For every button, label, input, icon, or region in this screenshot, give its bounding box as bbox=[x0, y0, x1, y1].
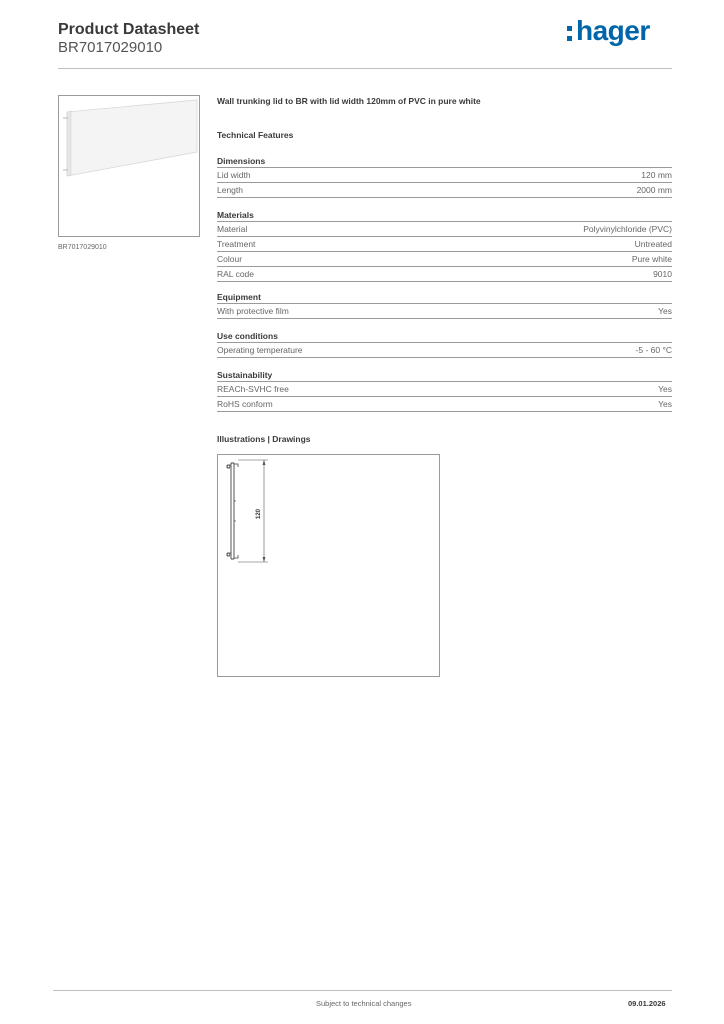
spec-label: RoHS conform bbox=[217, 399, 273, 409]
hager-logo bbox=[567, 15, 650, 47]
spec-row bbox=[217, 183, 672, 198]
section-use-conditions bbox=[217, 330, 672, 358]
spec-label: Colour bbox=[217, 254, 243, 264]
spec-value: Yes bbox=[658, 399, 672, 409]
section-title: Materials bbox=[217, 209, 672, 222]
spec-row bbox=[217, 343, 672, 358]
spec-row bbox=[217, 397, 672, 412]
product-description: Wall trunking lid to BR with lid width 120mm of PVC in pure white bbox=[217, 96, 481, 106]
technical-features-heading: Technical Features bbox=[217, 130, 294, 140]
footer-note: Subject to technical changes bbox=[316, 999, 412, 1008]
spec-row bbox=[217, 252, 672, 267]
spec-label: Treatment bbox=[217, 239, 256, 249]
product-image-caption: BR7017029010 bbox=[58, 244, 107, 251]
spec-label: Lid width bbox=[217, 170, 251, 180]
logo-text: hager bbox=[576, 15, 650, 46]
technical-drawing bbox=[217, 454, 440, 677]
spec-row bbox=[217, 267, 672, 282]
spec-label: Material bbox=[217, 224, 248, 234]
header-divider bbox=[58, 68, 672, 69]
cross-section-drawing bbox=[218, 455, 439, 676]
spec-value: 120 mm bbox=[641, 170, 672, 180]
spec-row bbox=[217, 168, 672, 183]
spec-row bbox=[217, 237, 672, 252]
spec-label: Length bbox=[217, 185, 243, 195]
spec-row bbox=[217, 222, 672, 237]
spec-value: -5 - 60 °C bbox=[635, 345, 672, 355]
illustrations-heading: Illustrations | Drawings bbox=[217, 434, 311, 444]
footer-divider bbox=[53, 990, 672, 991]
logo-colon-icon bbox=[567, 26, 572, 41]
trunking-lid-illustration bbox=[59, 96, 199, 236]
section-dimensions bbox=[217, 155, 672, 198]
spec-value: 9010 bbox=[653, 269, 672, 279]
spec-label: Operating temperature bbox=[217, 345, 303, 355]
page-title: Product Datasheet bbox=[58, 21, 200, 38]
spec-label: REACh-SVHC free bbox=[217, 384, 289, 394]
spec-value: Yes bbox=[658, 384, 672, 394]
section-sustainability bbox=[217, 369, 672, 412]
section-title: Use conditions bbox=[217, 330, 672, 343]
spec-value: 2000 mm bbox=[636, 185, 672, 195]
product-code: BR7017029010 bbox=[58, 39, 163, 56]
spec-value: Untreated bbox=[634, 239, 672, 249]
product-image bbox=[58, 95, 200, 237]
spec-value: Yes bbox=[658, 306, 672, 316]
spec-label: With protective film bbox=[217, 306, 289, 316]
section-equipment bbox=[217, 291, 672, 319]
spec-value: Polyvinylchloride (PVC) bbox=[583, 224, 672, 234]
footer-date: 09.01.2026 bbox=[628, 999, 666, 1008]
dimension-label: 120 bbox=[256, 508, 262, 520]
spec-label: RAL code bbox=[217, 269, 255, 279]
section-title: Sustainability bbox=[217, 369, 672, 382]
section-title: Equipment bbox=[217, 291, 672, 304]
spec-row bbox=[217, 382, 672, 397]
spec-value: Pure white bbox=[631, 254, 672, 264]
section-materials bbox=[217, 209, 672, 282]
spec-row bbox=[217, 304, 672, 319]
section-title: Dimensions bbox=[217, 155, 672, 168]
